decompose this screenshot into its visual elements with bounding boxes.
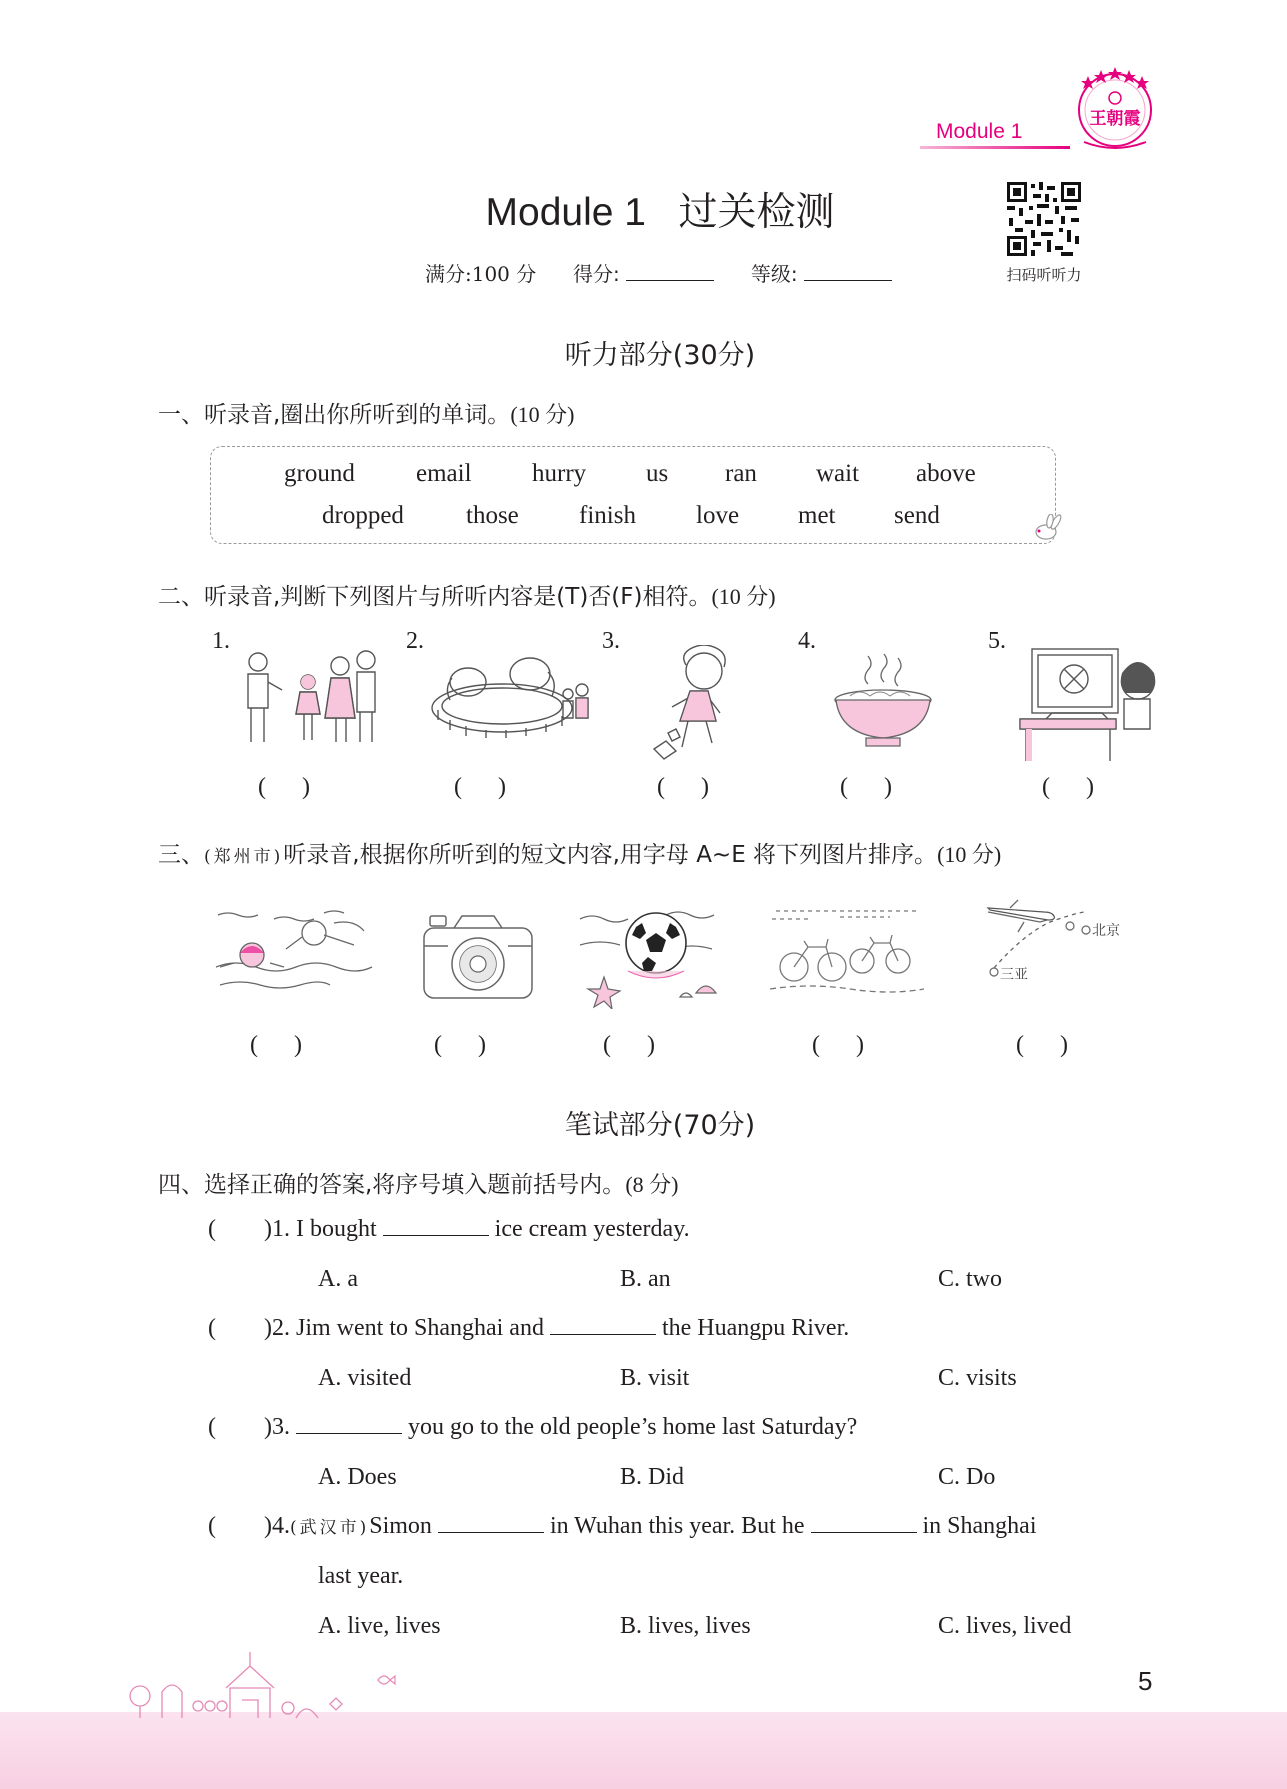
fish-decoration-icon [376,1672,396,1688]
answer-paren[interactable]: ( ) [258,774,310,800]
question-text: you go to the old people’s home last Saturday? [407,1414,858,1440]
answer-paren[interactable]: ( ) [1042,774,1094,800]
word-item[interactable]: above [916,460,976,487]
question-text: the Huangpu River. [661,1315,850,1341]
score-label: 得分: [573,262,620,286]
family-icon [236,648,386,748]
module-tag-text: Module 1 [936,120,1023,143]
beach-ball-icon [576,905,726,1009]
option[interactable]: A. a [318,1266,358,1292]
word-item[interactable]: those [466,502,519,529]
answer-blank[interactable] [383,1217,489,1236]
answer-paren[interactable]: ( ) [454,774,506,800]
section-4-title [158,1166,678,1199]
option[interactable]: C. lives, lived [938,1613,1072,1639]
brand-logo [1070,62,1160,154]
answer-paren[interactable]: ( ) [657,774,709,800]
question-3 [208,1414,857,1441]
answer-blank[interactable] [296,1415,402,1434]
option[interactable]: A. Does [318,1464,397,1490]
section-1-title [158,396,574,429]
word-item[interactable]: finish [579,502,636,529]
question-1 [208,1216,690,1243]
word-item[interactable]: love [696,502,740,529]
section-4-title-text: 四、选择正确的答案,将序号填入题前括号内。 [158,1172,626,1198]
section-2-title [158,578,776,611]
qr-caption: 扫码听听力 [1006,266,1082,284]
girl-dropping-icon [640,645,750,765]
s2-num: 3. [602,628,620,654]
option[interactable]: B. Did [620,1464,685,1490]
section-2-title-text: 二、听录音,判断下列图片与所听内容是(T)否(F)相符。 [158,584,712,610]
word-item[interactable]: wait [816,460,860,487]
answer-paren[interactable]: ( ) [434,1032,486,1058]
option[interactable]: C. visits [938,1365,1017,1391]
qr-code-icon [1005,180,1083,258]
score-line [425,258,892,287]
word-item[interactable]: hurry [532,460,587,487]
option[interactable]: C. two [938,1266,1003,1292]
camera-icon [420,910,536,1002]
section-1-points: (10 分) [510,402,575,427]
answer-blank[interactable] [811,1514,917,1533]
section-3-prefix: 三、 [158,842,204,868]
question-4-line-2: last year. [318,1563,404,1589]
question-text: in Shanghai [922,1513,1037,1539]
listening-heading: 听力部分(30分) [564,340,756,371]
answer-paren[interactable]: ( ) [208,1414,272,1440]
section-3-title-text: 听录音,根据你所听到的短文内容,用字母 A~E 将下列图片排序。 [283,842,938,868]
answer-paren[interactable]: ( ) [812,1032,864,1058]
answer-paren[interactable]: ( ) [208,1216,272,1242]
writing-heading: 笔试部分(70分) [564,1110,756,1141]
answer-blank[interactable] [550,1316,656,1335]
page-number: 5 [1138,1666,1153,1696]
section-3-points: (10 分) [937,842,1002,867]
bikes-icon [770,905,924,1001]
map-label-beijing: 北京 [1092,923,1120,939]
page-title: Module 1 过关检测 [485,191,835,234]
question-text: Jim went to Shanghai and [295,1315,544,1341]
swimming-icon [214,905,374,1009]
word-item[interactable]: email [416,460,472,487]
word-item[interactable]: ran [725,460,757,487]
section-1-title-text: 一、听录音,圈出你所听到的单词。 [158,402,511,428]
s2-num: 1. [212,628,230,654]
noodle-bowl-icon [828,652,938,752]
answer-paren[interactable]: ( ) [250,1032,302,1058]
word-item[interactable]: us [646,460,669,487]
question-number: 2. [271,1315,290,1341]
grade-label: 等级: [750,262,798,286]
section-4-points: (8 分) [625,1172,679,1197]
girl-computer-icon [1016,643,1160,763]
word-item[interactable]: dropped [322,502,404,529]
word-item[interactable]: send [894,502,940,529]
option[interactable]: B. lives, lives [620,1613,751,1639]
answer-blank[interactable] [438,1514,544,1533]
question-text: Simon [369,1513,432,1539]
question-number: 3. [271,1414,290,1440]
option[interactable]: A. live, lives [318,1613,441,1639]
question-number: 1. [271,1216,290,1242]
answer-paren[interactable]: ( ) [208,1315,272,1341]
question-text: in Wuhan this year. But he [549,1513,805,1539]
question-city: (武汉市) [289,1518,370,1538]
s2-num: 2. [406,628,424,654]
s2-num: 5. [988,628,1006,654]
section-3-city: (郑州市) [204,847,284,867]
question-4 [208,1513,1037,1540]
question-number: 4. [271,1513,290,1539]
score-blank[interactable] [626,262,714,281]
answer-paren[interactable]: ( ) [1016,1032,1068,1058]
town-decoration-icon [120,1648,400,1720]
full-score: 满分:100 分 [425,262,537,286]
section-2-points: (10 分) [711,584,776,609]
word-item[interactable]: met [798,502,836,529]
option[interactable]: B. visit [620,1365,690,1391]
qr-code[interactable] [1005,180,1083,258]
module-header-tag [920,118,1080,150]
brand-logo-text: 王朝霞 [1089,109,1141,129]
question-2 [208,1315,849,1342]
s2-num: 4. [798,628,816,654]
question-text: I bought [295,1216,377,1242]
answer-paren[interactable]: ( ) [603,1032,655,1058]
module-tag-underline [920,146,1070,149]
option[interactable]: C. Do [938,1464,996,1490]
option[interactable]: A. visited [318,1365,412,1391]
footer-band [0,1712,1287,1789]
option[interactable]: B. an [620,1266,671,1292]
answer-paren[interactable]: ( ) [208,1513,272,1539]
question-text: ice cream yesterday. [494,1216,690,1242]
bunny-decoration-icon [1030,514,1066,542]
answer-paren[interactable]: ( ) [840,774,892,800]
map-label-sanya: 三亚 [1000,967,1028,983]
section-3-title [158,836,1001,869]
word-item[interactable]: ground [284,460,355,487]
elephants-icon [430,648,600,738]
grade-blank[interactable] [804,262,892,281]
